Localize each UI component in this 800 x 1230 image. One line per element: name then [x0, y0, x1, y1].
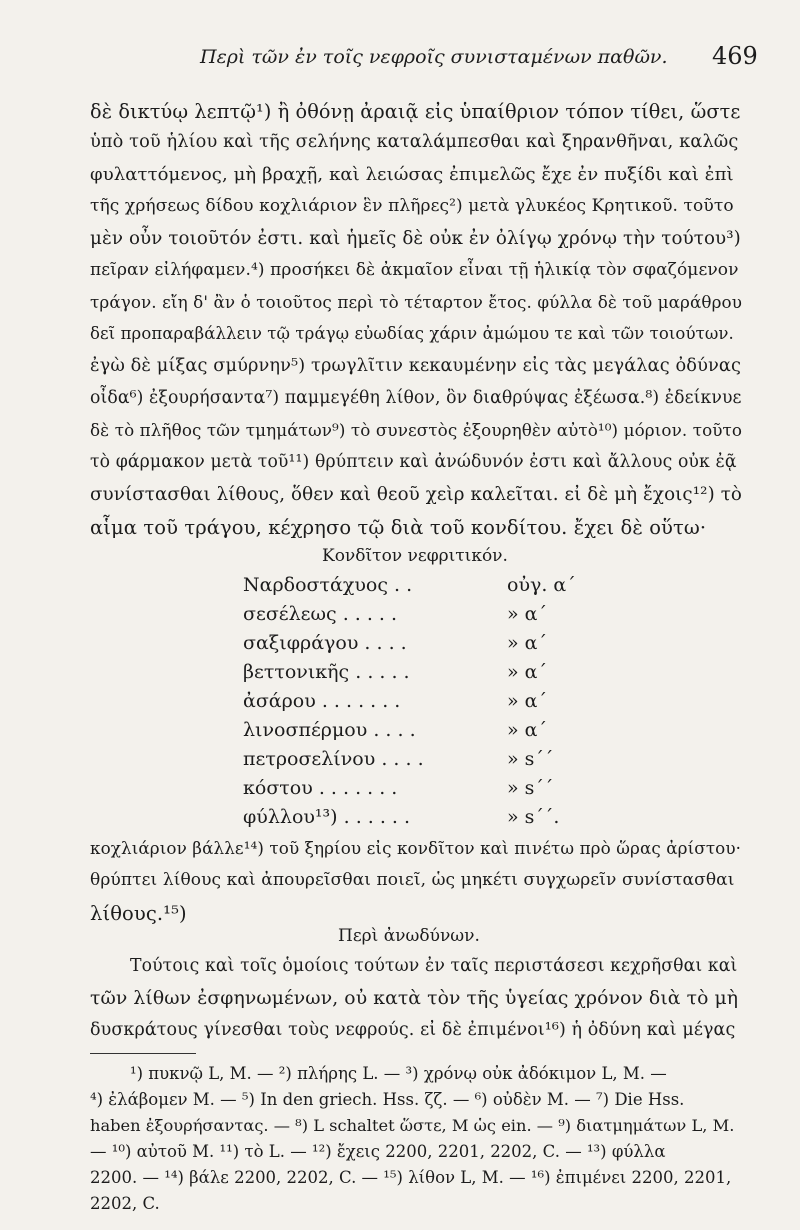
recipe-row [243, 777, 397, 799]
running-header: Περὶ τῶν ἐν τοῖς νεφροῖς συνισταμένων παθῶν. [200, 46, 668, 68]
recipe-row [243, 690, 400, 712]
footnote-line: haben ἐξουρήσαντας. — ⁸) L schaltet ὥστε, M ὡς ein. — ⁹) διατμημάτων L, M. [90, 1116, 735, 1135]
footnote-line: ⁴) ἐλάβομεν M. — ⁵) In den griech. Hss. ζζ. — ⁶) οὐδὲν M. — ⁷) Die Hss. [90, 1090, 685, 1109]
body-line: λίθους.¹⁵) [90, 902, 187, 925]
body-line: τῶν λίθων ἐσφηνωμένων, οὐ κατὰ τὸν τῆς ὑγείας χρόνον διὰ τὸ μὴ [90, 988, 739, 1009]
leader-dots: . . . . . [336, 603, 398, 625]
leader-dots: . . . . . [349, 661, 410, 683]
leader-dots: . . . . . . . [315, 690, 401, 712]
ingredient-name: σεσέλεως [243, 603, 337, 625]
body-line: πεῖραν εἰλήφαμεν.⁴) προσήκει δὲ ἀκμαῖον εἶναι τῇ ἡλικίᾳ τὸν σφαζόμενον [90, 260, 739, 280]
body-line: οἶδα⁶) ἐξουρήσαντα⁷) παμμεγέθη λίθον, ὃν διαθρύψας ἐξέωσα.⁸) ἐδείκνυε [90, 388, 742, 408]
body-line: τῆς χρήσεως δίδου κοχλιάριον ἓν πλῆρες²) μετὰ γλυκέος Κρητικοῦ. τοῦτο [90, 196, 734, 216]
ingredient-quantity: » α΄ [507, 719, 547, 741]
body-line: τράγον. εἴη δ' ἂν ὁ τοιοῦτος περὶ τὸ τέταρτον ἔτος. φύλλα δὲ τοῦ μαράθρου [90, 292, 743, 312]
footnote-line: 2202, C. [90, 1194, 160, 1213]
recipe-row [243, 574, 412, 596]
ingredient-quantity: » s΄΄ [507, 777, 554, 799]
ingredient-name: σαξιφράγου [243, 632, 359, 654]
body-line: ὑπὸ τοῦ ἡλίου καὶ τῆς σελήνης καταλάμπεσθαι καὶ ξηρανθῆναι, καλῶς [90, 132, 739, 152]
leader-dots: . . . . [367, 719, 416, 741]
footnote-line: 2200. — ¹⁴) βάλε 2200, 2202, C. — ¹⁵) λίθον L, M. — ¹⁶) ἐπιμένει 2200, 2201, [90, 1168, 732, 1187]
leader-dots: . . [387, 574, 413, 596]
ingredient-quantity: » α΄ [507, 632, 547, 654]
footnote-line: — ¹⁰) αὐτοῦ M. ¹¹) τὸ L. — ¹²) ἔχεις 2200, 2201, 2202, C. — ¹³) φύλλα [90, 1142, 666, 1161]
body-line: δεῖ προπαραβάλλειν τῷ τράγῳ εὐωδίας χάριν ἀμώμου τε καὶ τῶν τοιούτων. [90, 324, 734, 343]
ingredient-name: Ναρδοστάχυος [243, 574, 388, 596]
ingredient-quantity: οὐγ. α΄ [507, 574, 576, 596]
body-line: δὲ τὸ πλῆθος τῶν τμημάτων⁹) τὸ συνεστὸς ἐξουρηθὲν αὐτὸ¹⁰) μόριον. τοῦτο [90, 420, 743, 440]
body-line: αἷμα τοῦ τράγου, κέχρησο τῷ διὰ τοῦ κονδίτου. ἔχει δὲ οὕτω· [90, 516, 707, 539]
ingredient-quantity: » s΄΄. [507, 806, 560, 828]
ingredient-quantity: » α΄ [507, 690, 547, 712]
leader-dots: . . . . . . . [312, 777, 398, 799]
footnote-line: ¹) πυκνῷ L, M. — ²) πλήρης L. — ³) χρόνῳ οὐκ ἀδόκιμον L, M. — [130, 1064, 667, 1083]
section-heading: Περὶ ἀνωδύνων. [338, 926, 480, 946]
body-line: μὲν οὖν τοιοῦτόν ἐστι. καὶ ἡμεῖς δὲ οὐκ ἐν ὀλίγῳ χρόνῳ τὴν τούτου³) [90, 228, 741, 249]
body-line: ἐγὼ δὲ μίξας σμύρνην⁵) τρωγλῖτιν κεκαυμένην εἰς τὰς μεγάλας ὀδύνας [90, 356, 741, 376]
body-line: δυσκράτους γίνεσθαι τοὺς νεφρούς. εἰ δὲ ἐπιμένοι¹⁶) ἡ ὀδύνη καὶ μέγας [90, 1020, 736, 1040]
ingredient-name: λινοσπέρμου [243, 719, 368, 741]
ingredient-name: βεττονικῆς [243, 661, 350, 683]
ingredient-name: ἀσάρου [243, 690, 316, 712]
body-line: συνίστασθαι λίθους, ὅθεν καὶ θεοῦ χεὶρ καλεῖται. εἰ δὲ μὴ ἔχοις¹²) τὸ [90, 484, 742, 505]
page-number: 469 [712, 42, 758, 70]
body-line: Τούτοις καὶ τοῖς ὁμοίοις τούτων ἐν ταῖς περιστάσεσι κεχρῆσθαι καὶ [130, 956, 738, 976]
ingredient-quantity: » α΄ [507, 603, 547, 625]
leader-dots: . . . . . . [337, 806, 411, 828]
leader-dots: . . . . [358, 632, 407, 654]
recipe-row [243, 661, 410, 683]
body-line: τὸ φάρμακον μετὰ τοῦ¹¹) θρύπτειν καὶ ἀνώδυνόν ἐστι καὶ ἄλλους οὐκ ἐᾷ [90, 452, 737, 472]
footnote-rule [90, 1053, 196, 1054]
ingredient-name: κόστου [243, 777, 313, 799]
recipe-title: Κονδῖτον νεφριτικόν. [322, 546, 508, 566]
leader-dots: . . . . [375, 748, 424, 770]
recipe-row [243, 806, 410, 828]
ingredient-name: φύλλου¹³) [243, 806, 338, 828]
ingredient-name: πετροσελίνου [243, 748, 376, 770]
body-line: φυλαττόμενος, μὴ βραχῇ, καὶ λειώσας ἐπιμελῶς ἔχε ἐν πυξίδι καὶ ἐπὶ [90, 164, 734, 185]
body-line: κοχλιάριον βάλλε¹⁴) τοῦ ξηρίου εἰς κονδῖτον καὶ πινέτω πρὸ ὥρας ἀρίστου· [90, 838, 742, 858]
recipe-row [243, 719, 416, 741]
recipe-row [243, 748, 424, 770]
ingredient-quantity: » s΄΄ [507, 748, 554, 770]
ingredient-quantity: » α΄ [507, 661, 547, 683]
body-line: δὲ δικτύῳ λεπτῷ¹) ἢ ὀθόνῃ ἀραιᾷ εἰς ὑπαίθριον τόπον τίθει, ὥστε [90, 100, 741, 123]
recipe-row [243, 632, 407, 654]
body-line: θρύπτει λίθους καὶ ἀπουρεῖσθαι ποιεῖ, ὡς μηκέτι συγχωρεῖν συνίστασθαι [90, 870, 735, 890]
recipe-row [243, 603, 397, 625]
